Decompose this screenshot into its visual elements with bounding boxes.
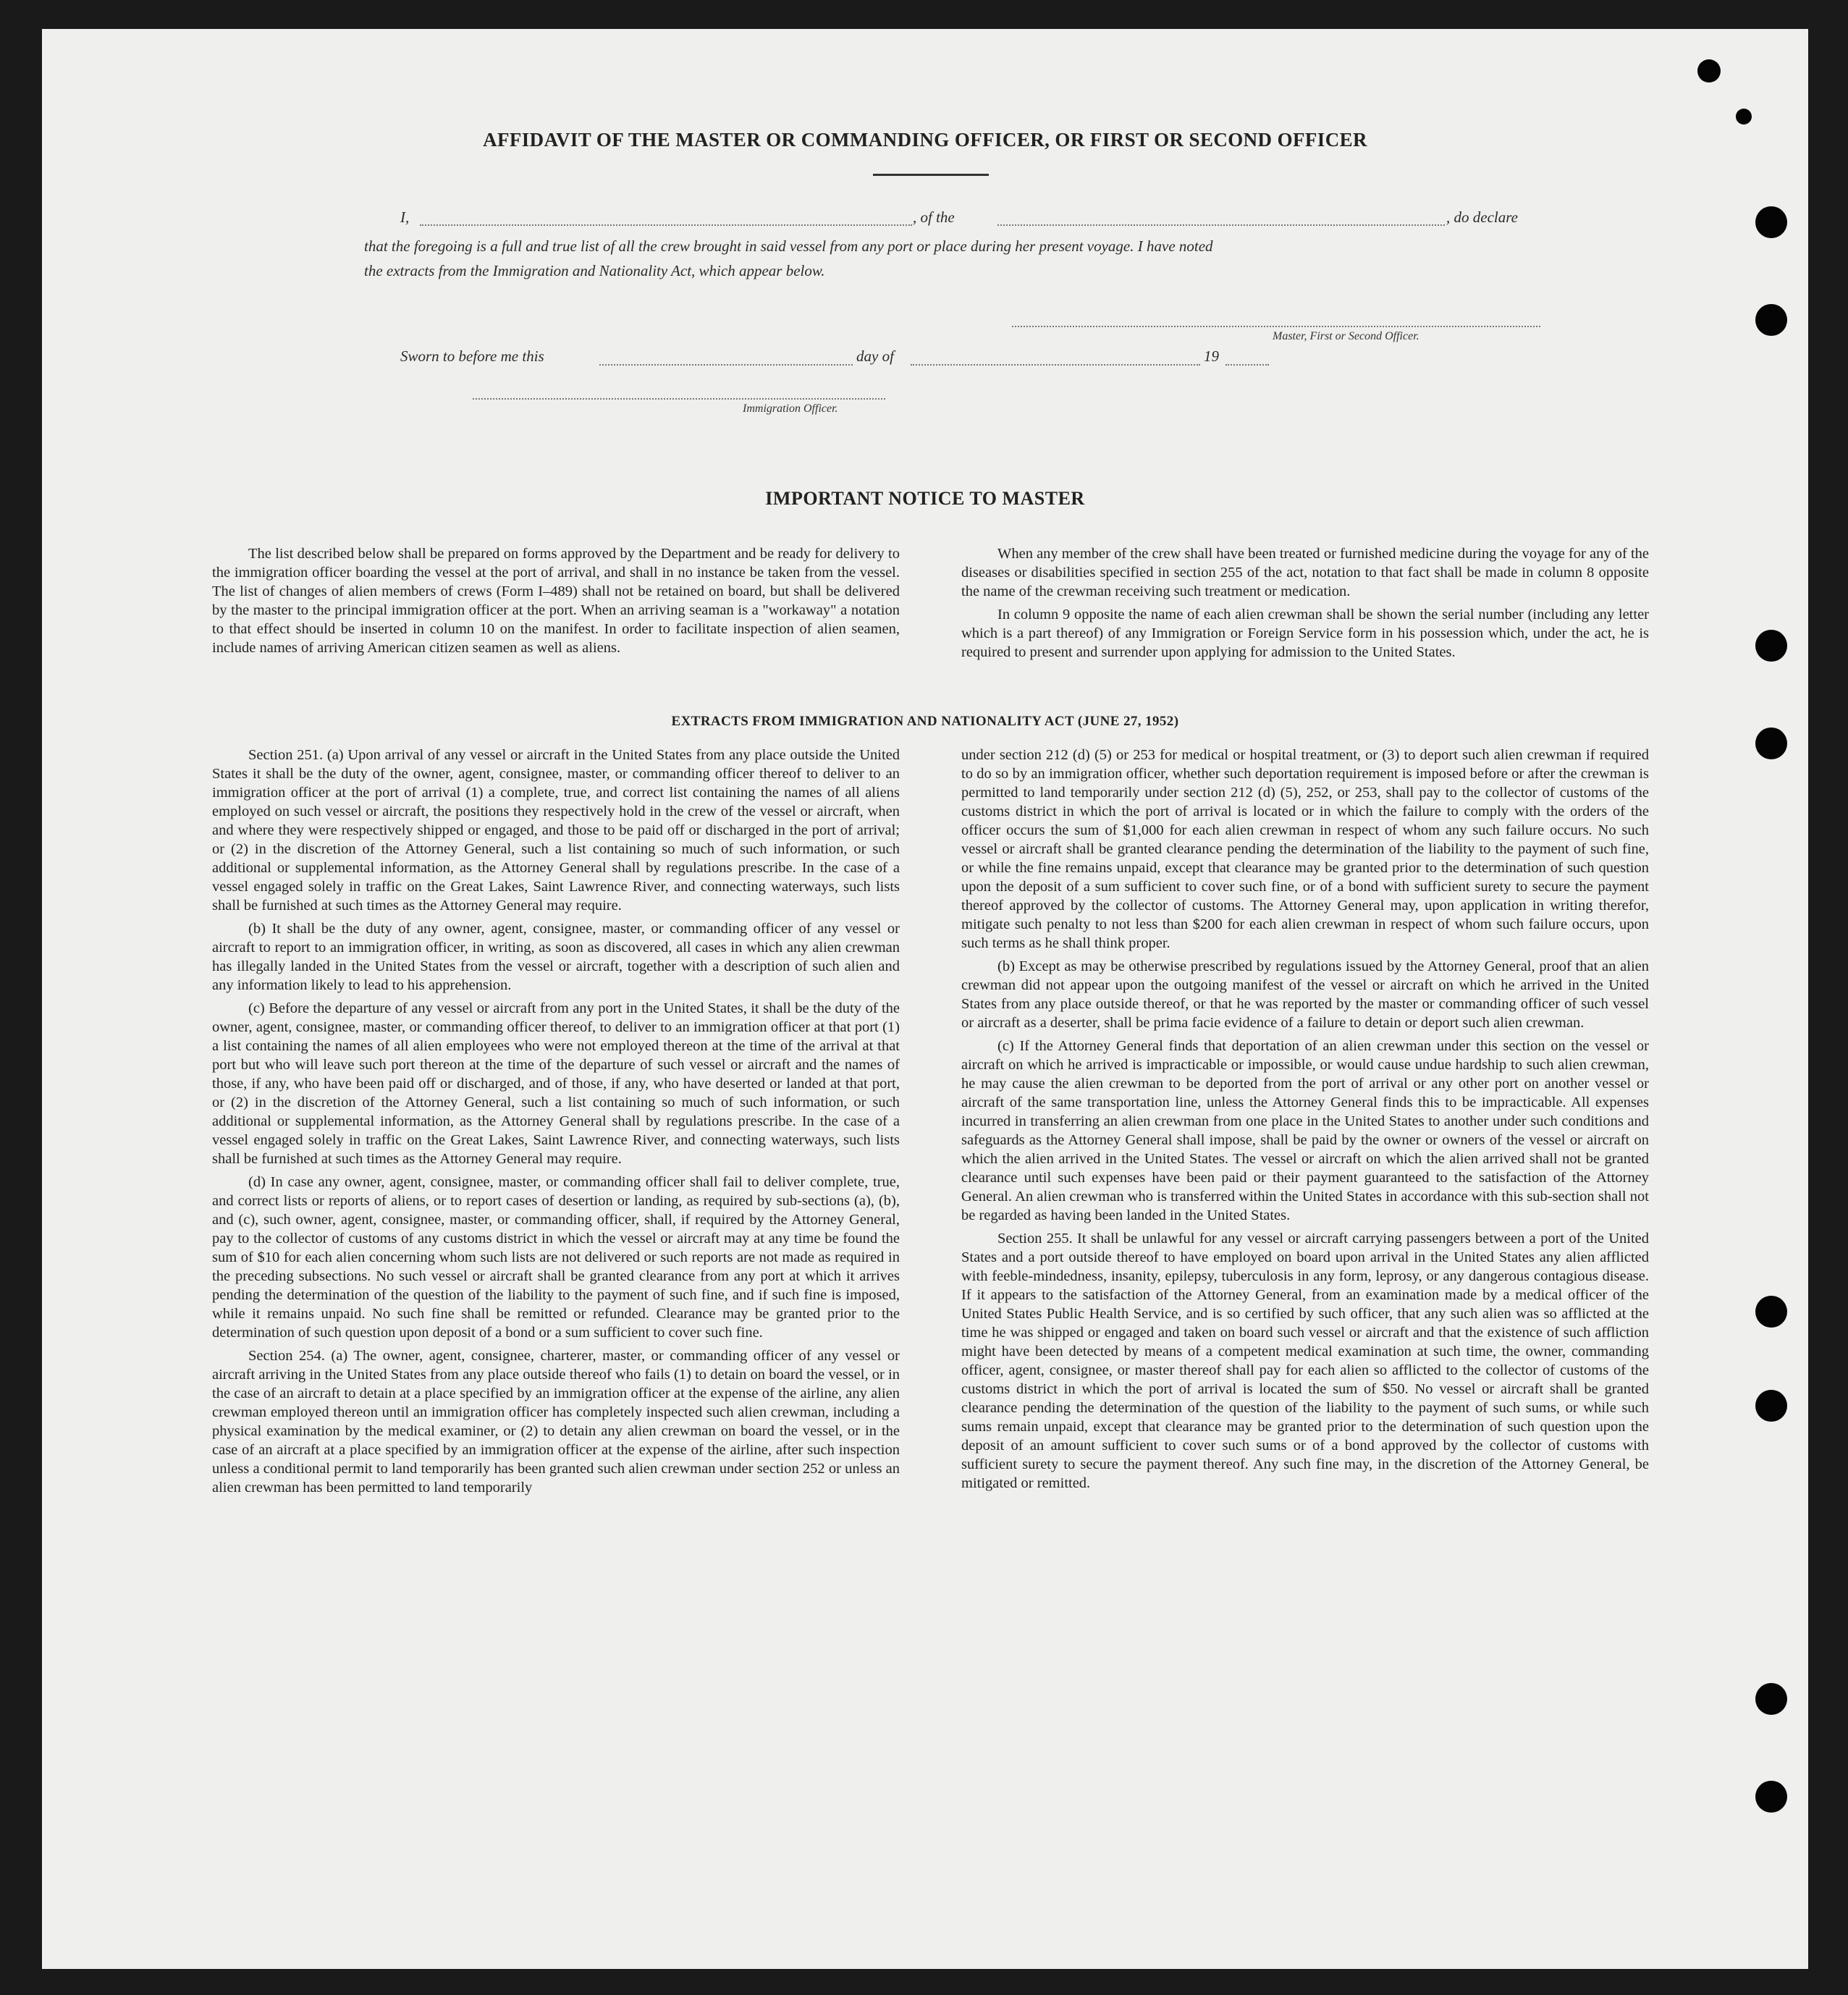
officer-signature-line[interactable] xyxy=(473,398,885,400)
section-255: Section 255. It shall be unlawful for any vessel or aircraft carrying passengers between a port of the United States and a port outside thereof to have employed on board upon arrival in the United States any alien afflicted with feeble-mindedness, insanity, epilepsy, tuberculosis in any form, leprosy, or any dangerous contagious disease. If it appears to the satisfaction of the Attorney General, from an examination made by a medical officer of the United States Public Health Service, and is so certified by such officer, that any such alien was so afflicted at the time he was shipped or engaged and taken on board such vessel or aircraft and that the existence of such affliction might have been detected by means of a competent medical examination at such time, the owner, commanding officer, agent, consignee, or master thereof shall pay for each alien so afflicted to the collector of customs of the customs district in which the port of arrival is located the sum of $50. No vessel or aircraft shall be granted clearance pending the determination of the question of the liability to the payment of such sums, or while such sums remain unpaid, except that clearance may be granted prior to the determination of such question upon the deposit of an amount sufficient to cover such sums or of a bond approved by the collector of customs with sufficient surety to secure the payment thereof. Any such fine may, in the discretion of the Attorney General, be mitigated or remitted. xyxy=(961,1231,1649,1491)
punch-hole xyxy=(1755,1296,1787,1328)
affidavit-i-label: I, xyxy=(400,208,410,226)
affidavit-title: AFFIDAVIT OF THE MASTER OR COMMANDING OFFICER, OR FIRST OR SECOND OFFICER xyxy=(483,129,1367,151)
sworn-month-field[interactable] xyxy=(911,364,1200,366)
extracts-right-column xyxy=(961,746,1649,1493)
officer-signature-caption: Immigration Officer. xyxy=(743,402,838,415)
notice-heading: IMPORTANT NOTICE TO MASTER xyxy=(765,488,1085,509)
notice-right-column xyxy=(961,544,1649,662)
name-field[interactable] xyxy=(420,224,912,226)
year-label: 19 xyxy=(1204,347,1219,365)
notice-right-paragraph: When any member of the crew shall have been treated or furnished medicine during the voyage for any of the diseases or disabilities specified in section 255 of the act, notation to that fact shall be made in column 8 opposite the name of the crewman receiving such treatment or medication. xyxy=(961,546,1649,599)
title-rule xyxy=(873,174,989,176)
section-254-b: (b) Except as may be otherwise prescribed by regulations issued by the Attorney General, proof that an alien crewman did not appear upon the outgoing manifest of the vessel or aircraft on which he arrived in the United States from any place outside thereof, or that he was reported by the master or commanding officer of such vessel or aircraft as a deserter, shall be prima facie evidence of a failure to detain or deport such alien crewman. xyxy=(961,958,1649,1031)
vessel-field[interactable] xyxy=(997,224,1445,226)
day-of-label: day of xyxy=(856,347,894,365)
section-251-b: (b) It shall be the duty of any owner, agent, consignee, master, or commanding officer of any vessel or aircraft to report to an immigration officer, in writing, as soon as discovered, all cases in which any alien crewman has illegally landed in the United States from the vessel or aircraft, together with a description of such alien and any information likely to lead to his apprehension. xyxy=(212,921,900,993)
notice-right-paragraph: In column 9 opposite the name of each alien crewman shall be shown the serial number (including any letter which is a part thereof) of any Immigration or Foreign Service form in his possession which, under the act, he is required to present and surrender upon applying for admission to the United States. xyxy=(961,607,1649,660)
master-signature-line[interactable] xyxy=(1012,326,1540,327)
punch-hole xyxy=(1697,59,1721,83)
punch-hole xyxy=(1755,630,1787,662)
punch-hole xyxy=(1755,1781,1787,1813)
punch-hole xyxy=(1755,727,1787,759)
sworn-label: Sworn to before me this xyxy=(400,347,544,365)
sworn-day-field[interactable] xyxy=(599,364,853,366)
section-254-a: Section 254. (a) The owner, agent, consignee, charterer, master, or commanding officer of any vessel or aircraft arriving in the United States from any place outside thereof who fails (1) to detain on board the vessel, or in the case of an aircraft to detain at a place specified by an immigration officer at the expense of the airline, any alien crewman employed thereon until an immigration officer has completely inspected such alien crewman, including a physical examination by the medical examiner, or (2) to detain any alien crewman on board the vessel, or in the case of an aircraft at a place specified by an immigration officer at the expense of the airline, after such inspection unless a conditional permit to land temporarily has been granted such alien crewman under section 252 or unless an alien crewman has been permitted to land temporarily xyxy=(212,1348,900,1496)
extracts-left-column xyxy=(212,746,900,1497)
sworn-year-field[interactable] xyxy=(1225,364,1269,366)
punch-hole xyxy=(1755,206,1787,238)
punch-hole xyxy=(1736,109,1752,125)
section-251-a: Section 251. (a) Upon arrival of any vessel or aircraft in the United States from any place outside the United States it shall be the duty of the owner, agent, consignee, master, or commanding officer thereof to deliver to an immigration officer at the port of arrival (1) a complete, true, and correct list containing the names of all aliens employed on such vessel or aircraft, the positions they respectively hold in the crew of the vessel or aircraft, when and where they were respectively shipped or engaged, and those to be paid off or discharged in the port of arrival; or (2) in the discretion of the Attorney General, such a list containing so much of such information, or such additional or supplemental information, as the Attorney General shall by regulations prescribe. In the case of a vessel engaged solely in traffic on the Great Lakes, Saint Lawrence River, and connecting waterways, such lists shall be furnished at such times as the Attorney General may require. xyxy=(212,747,900,914)
notice-left-column xyxy=(212,544,900,657)
punch-hole xyxy=(1755,304,1787,336)
section-251-d: (d) In case any owner, agent, consignee, master, or commanding officer shall fail to deliver complete, true, and correct lists or reports of aliens, or to report cases of desertion or landing, as required by sub-sections (a), (b), and (c), such owner, agent, consignee, master, or commanding officer, shall, if required by the Attorney General, pay to the collector of customs of any customs district in which the vessel or aircraft may at any time be found the sum of $10 for each alien concerning whom such lists are not delivered or such reports are not made as required in the preceding subsections. No such vessel or aircraft shall be granted clearance from any port at which it arrives pending the determination of the question of the liability to the payment of such fine, and if such fine is imposed, while it remains unpaid. No such fine shall be remitted or refunded. Clearance may be granted prior to the determination of such question upon deposit of a bond or a sum sufficient to cover such fine. xyxy=(212,1174,900,1341)
punch-hole xyxy=(1755,1683,1787,1715)
document-page xyxy=(42,29,1808,1969)
extracts-heading: EXTRACTS FROM IMMIGRATION AND NATIONALITY ACT (JUNE 27, 1952) xyxy=(671,714,1179,729)
section-251-c: (c) Before the departure of any vessel or aircraft from any port in the United States, it shall be the duty of the owner, agent, consignee, master, or commanding officer thereof, to deliver to an immigration officer at that port (1) a list containing the names of all alien employees who were not employed thereon at the time of the arrival at that port but who will leave such port thereon at the time of the departure of such vessel or aircraft and the names of those, if any, who have been paid off or discharged, and of those, if any, who have deserted or landed at that port, or (2) in the discretion of the Attorney General, such a list containing so much of such information, or such additional or supplemental information, as the Attorney General shall by regulations prescribe. In the case of a vessel engaged solely in traffic on the Great Lakes, Saint Lawrence River, and connecting waterways, such lists shall be furnished at such times as the Attorney General may require. xyxy=(212,1000,900,1167)
section-254-c: (c) If the Attorney General finds that deportation of an alien crewman under this section on the vessel or aircraft on which he arrived is impracticable or impossible, or would cause undue hardship to such alien crewman, he may cause the alien crewman to be deported from the port of arrival or any other port on another vessel or aircraft of the same transportation line, unless the Attorney General finds this to be impracticable. All expenses incurred in transferring an alien crewman from one place in the United States to another under such conditions and safeguards as the Attorney General shall impose, shall be paid by the owner or owners of the vessel or aircraft on which the alien arrived in the United States. The vessel or aircraft on which the alien arrived shall not be granted clearance until such expenses have been paid or their payment guaranteed to the satisfaction of the Attorney General. An alien crewman who is transferred within the United States in accordance with this sub-section shall not be regarded as having been landed in the United States. xyxy=(961,1038,1649,1223)
section-254-a-continued: under section 212 (d) (5) or 253 for medical or hospital treatment, or (3) to deport such alien crewman if required to do so by an immigration officer, whether such deportation requirement is imposed before or after the crewman is permitted to land temporarily under section 212 (d) (5), 252, or 253, shall pay to the collector of customs of the customs district in which the port of arrival is located or in which the failure to comply with the orders of the officer occurs the sum of $1,000 for each alien crewman in respect of whom any such failure occurs. No such vessel or aircraft shall be granted clearance pending the determination of the liability to the payment of such fine, or while the fine remains unpaid, except that clearance may be granted prior to the determination of such question upon the deposit of a sum sufficient to cover such fine, or of a bond with sufficient surety to secure the payment thereof approved by the collector of customs. The Attorney General may, upon application in writing therefor, mitigate such penalty to not less than $200 for each alien crewman in respect of whom such failure occurs, upon such terms as he shall think proper. xyxy=(961,747,1649,951)
affidavit-line-2: that the foregoing is a full and true list of all the crew brought in said vessel from any port or place during her present voyage. I have noted xyxy=(364,237,1213,255)
master-signature-caption: Master, First or Second Officer. xyxy=(1273,330,1419,342)
punch-hole xyxy=(1755,1390,1787,1422)
affidavit-of-the-label: , of the xyxy=(913,208,955,226)
affidavit-declare-label: , do declare xyxy=(1446,208,1518,226)
affidavit-line-3: the extracts from the Immigration and Nationality Act, which appear below. xyxy=(364,262,825,279)
notice-left-paragraph: The list described below shall be prepared on forms approved by the Department and be ready for delivery to the immigration officer boarding the vessel at the port of arrival, and shall in no instance be taken from the vessel. The list of changes of alien members of crews (Form I–489) shall not be retained on board, but shall be delivered by the master to the principal immigration officer at the port. When an arriving seaman is a "workaway" a notation to that effect should be inserted in column 10 on the manifest. In order to facilitate inspection of alien seamen, include names of arriving American citizen seamen as well as aliens. xyxy=(212,546,900,656)
